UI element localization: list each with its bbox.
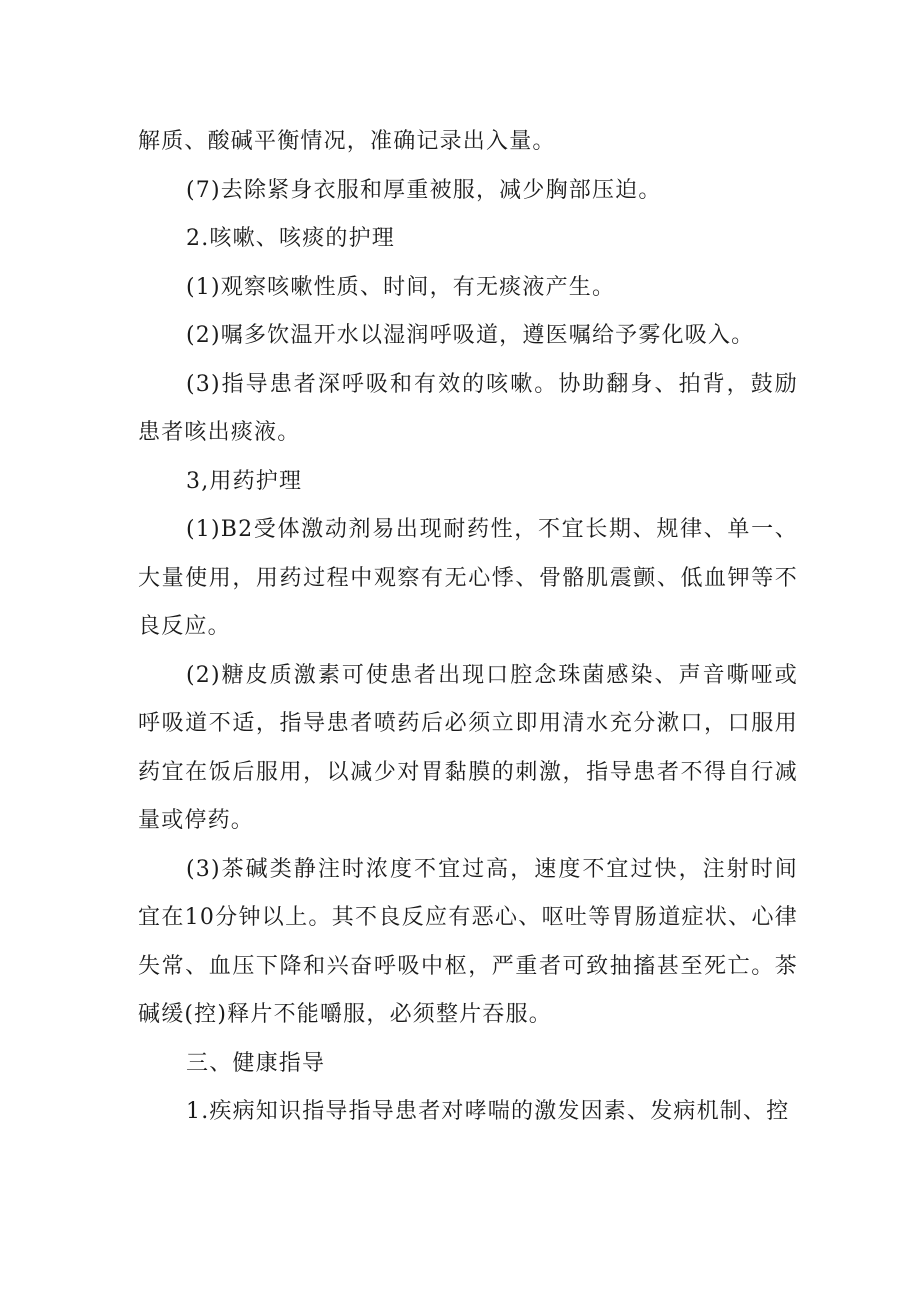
document-body <box>138 118 798 1137</box>
paragraph-cough-item-1: (1)观察咳嗽性质、时间，有无痰液产生。 <box>186 274 616 300</box>
section-heading-health-guidance: 三、健康指导 <box>186 1050 326 1076</box>
paragraph-guidance-item-1: 1.疾病知识指导指导患者对哮喘的激发因素、发病机制、控 <box>186 1099 790 1124</box>
section-heading-medication-care: 3,用药护理 <box>186 468 303 494</box>
paragraph-medication-item-1: (1)B2受体激动剂易出现耐药性，不宜长期、规律、单一、大量使用，用药过程中观察有无心悸、骨骼肌震颤、低血钾等不良反应。 <box>138 517 798 639</box>
paragraph-cough-item-2: (2)嘱多饮温开水以湿润呼吸道，遵医嘱给予雾化吸入。 <box>186 323 755 348</box>
paragraph-medication-item-3: (3)茶碱类静注时浓度不宜过高，速度不宜过快，注射时间宜在10分钟以上。其不良反应有恶心、呕吐等胃肠道症状、心律失常、血压下降和兴奋呼吸中枢，严重者可致抽搐甚至死亡。茶碱缓(控)释片不能嚼服，必须整片吞服。 <box>138 856 798 1027</box>
section-heading-cough-care: 2.咳嗽、咳痰的护理 <box>186 226 395 251</box>
paragraph-electrolyte-continuation: 解质、酸碱平衡情况，准确记录出入量。 <box>138 129 556 154</box>
paragraph-item-7-clothing: (7)去除紧身衣服和厚重被服，减少胸部压迫。 <box>186 177 662 203</box>
paragraph-medication-item-2: (2)糖皮质激素可使患者出现口腔念珠菌感染、声音嘶哑或呼吸道不适，指导患者喷药后必须立即用清水充分漱口，口服用药宜在饭后服用，以减少对胃黏膜的刺激，指导患者不得自行减量或停药。 <box>138 662 798 833</box>
paragraph-cough-item-3: (3)指导患者深呼吸和有效的咳嗽。协助翻身、拍背，鼓励患者咳出痰液。 <box>138 371 798 445</box>
